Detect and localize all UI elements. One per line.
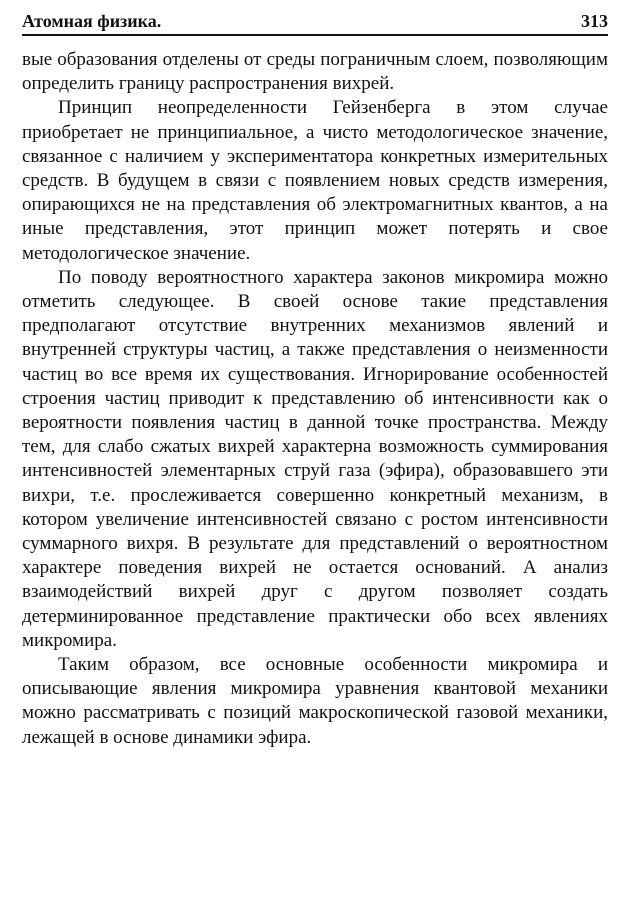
running-header (22, 8, 608, 36)
paragraph-continuation: вые образования отделены от среды пограничным слоем, позволяющим определить границу распространения вихрей. (22, 49, 608, 95)
paragraph-probability: По поводу вероятностного характера законов микромира можно отметить следующее. В своей основе такие представления предполагают отсутствие внутренних механизмов явлений и внутренней структуры частиц, а также представления о неизменности частиц во все время их существования. Игнорирование особенностей строения частиц приводит к представлению об интенсивности как о вероятности появления частиц в данной точке пространства. Между тем, для слабо сжатых вихрей характерна возможность суммирования интенсивностей элементарных струй газа (эфира), образовавшего эти вихри, т.е. прослеживается совершенно конкретный механизм, в котором увеличение интенсивностей связано с ростом интенсивности суммарного вихря. В результате для представлений о вероятностном характере поведения вихрей не остается оснований. А анализ взаимодействий вихрей друг с другом позволяет создать детерминированное представление практически обо всех явлениях микромира. (22, 266, 608, 651)
paragraph-heisenberg: Принцип неопределенности Гейзенберга в этом случае приобретает не принципиальное, а чисто методологическое значение, связанное с наличием у экспериментатора конкретных измерительных средств. В будущем в связи с появлением новых средств измерения, опирающихся не на представления об электромагнитных квантов, а на иные представления, этот принцип может потерять и свое методологическое значение. (22, 97, 608, 264)
body-text (22, 48, 608, 750)
running-header-title: Атомная физика. (22, 11, 162, 31)
page-number: 313 (581, 11, 608, 31)
paragraph-conclusion: Таким образом, все основные особенности микромира и описывающие явления микромира уравнения квантовой механики можно рассматривать с позиций макроскопической газовой механики, лежащей в основе динамики эфира. (22, 654, 608, 748)
